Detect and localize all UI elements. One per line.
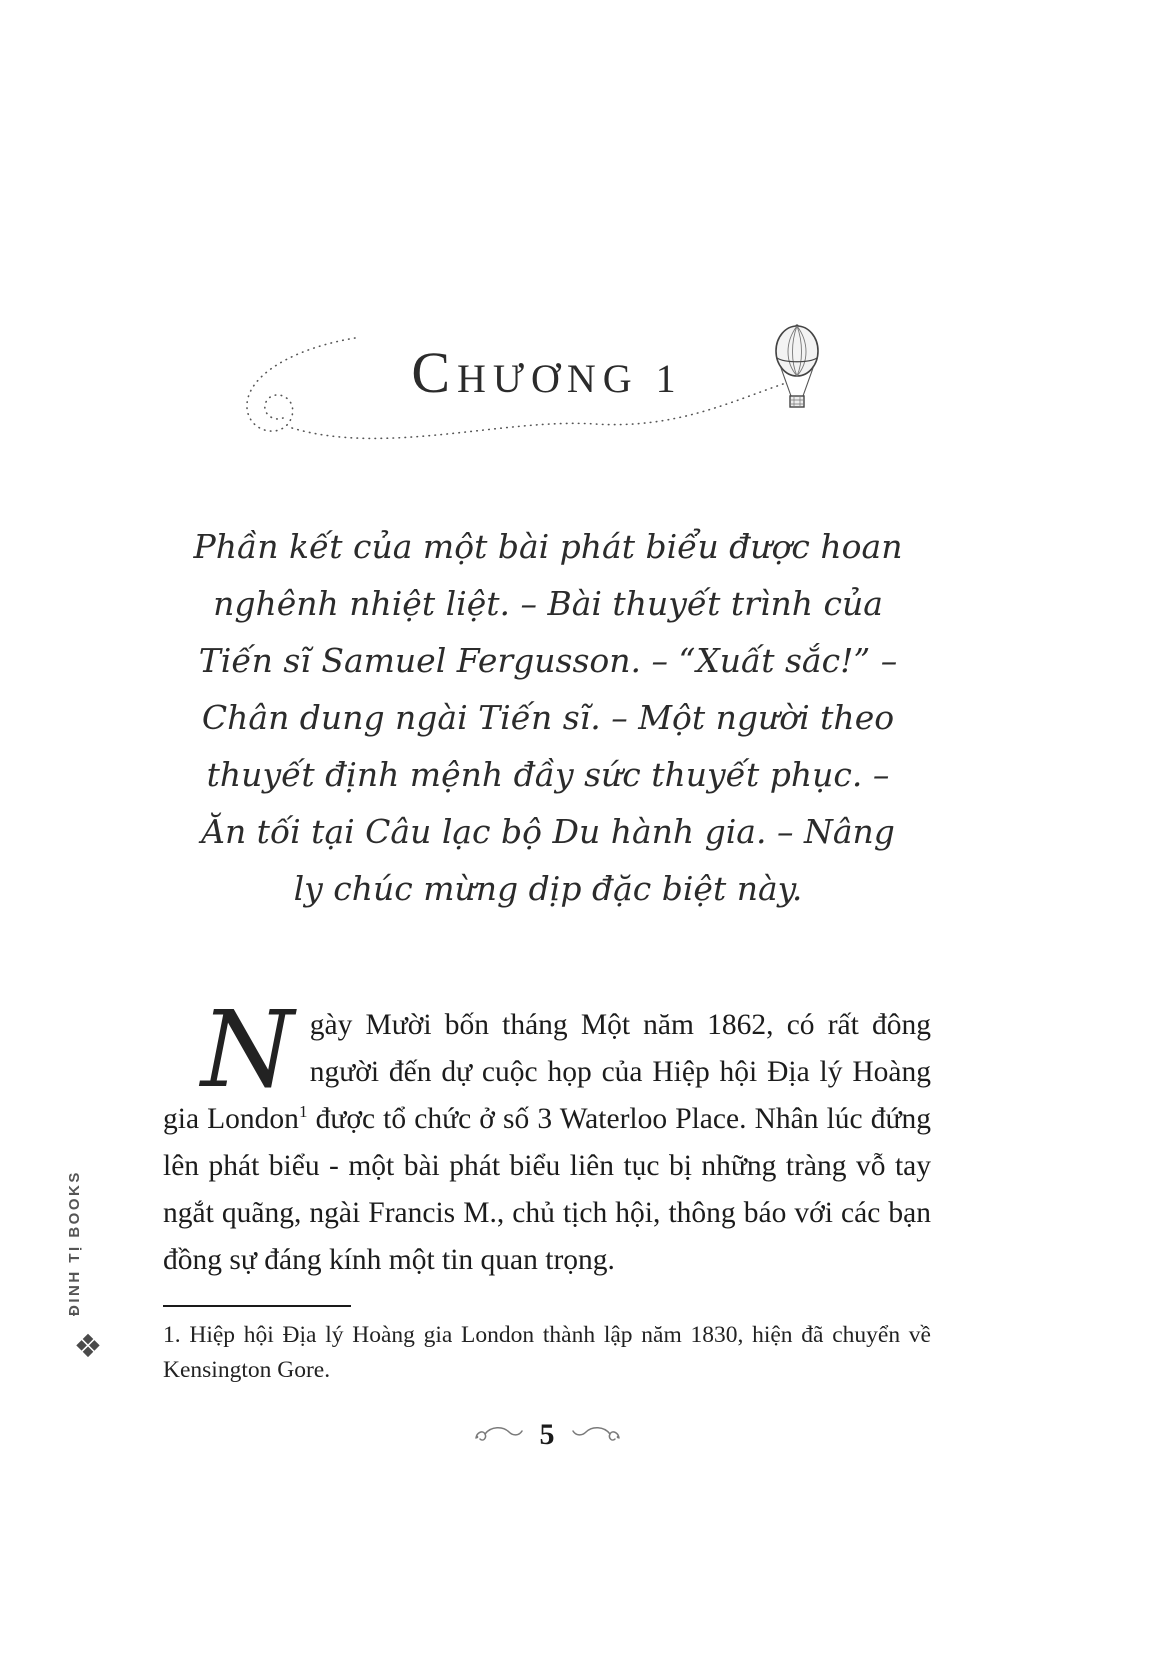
page-number: 5: [539, 1418, 555, 1451]
body-paragraph: [163, 987, 932, 1284]
summary-line: Phần kết của một bài phát biểu được hoan: [193, 527, 903, 566]
footnote-divider: [163, 1305, 351, 1307]
body-text-end: được tổ chức ở số 3 Waterloo Place. Nhân lúc đứng lên phát biểu - một bài phát biểu liên tục bị những tràng vỗ tay ngắt quãng, ngài Francis M., chủ tịch hội, thông báo với các bạn đồng sự đáng kính một tin quan trọng.: [163, 1102, 932, 1276]
summary-line: Ăn tối tại Câu lạc bộ Du hành gia. – Nâng: [201, 812, 895, 851]
summary-line: thuyết định mệnh đầy sức thuyết phục. –: [206, 755, 890, 794]
floral-flourish-left-icon: [472, 1424, 524, 1446]
hot-air-balloon-icon: [765, 322, 829, 418]
drop-cap: N: [201, 987, 294, 1111]
page-footer: [163, 1418, 931, 1452]
footnote-marker: 1: [298, 1101, 308, 1121]
summary-line: ly chúc mừng dịp đặc biệt này.: [293, 869, 803, 908]
summary-line: Chân dung ngài Tiến sĩ. – Một người theo: [201, 698, 895, 737]
summary-line: nghênh nhiệt liệt. – Bài thuyết trình của: [213, 584, 883, 623]
publisher-name: ĐINH TỊ BOOKS: [66, 1170, 83, 1316]
body-text-start: gày Mười bốn tháng Một năm 1862, có rất đông người đến dự cuộc họp của Hiệp hội Địa lý Hoàng gia London: [163, 1008, 931, 1135]
chapter-title: CHƯƠNG 1: [411, 339, 683, 405]
floral-flourish-right-icon: [571, 1424, 623, 1446]
summary-line: Tiến sĩ Samuel Fergusson. – “Xuất sắc!” –: [198, 641, 898, 680]
footnote-text: 1. Hiệp hội Địa lý Hoàng gia London thành lập năm 1830, hiện đã chuyển về Kensington Gore.: [163, 1322, 931, 1383]
chapter-summary: [140, 518, 956, 917]
publisher-logo-icon: ❖: [73, 1327, 103, 1365]
dotted-flourish-line: [235, 330, 800, 452]
